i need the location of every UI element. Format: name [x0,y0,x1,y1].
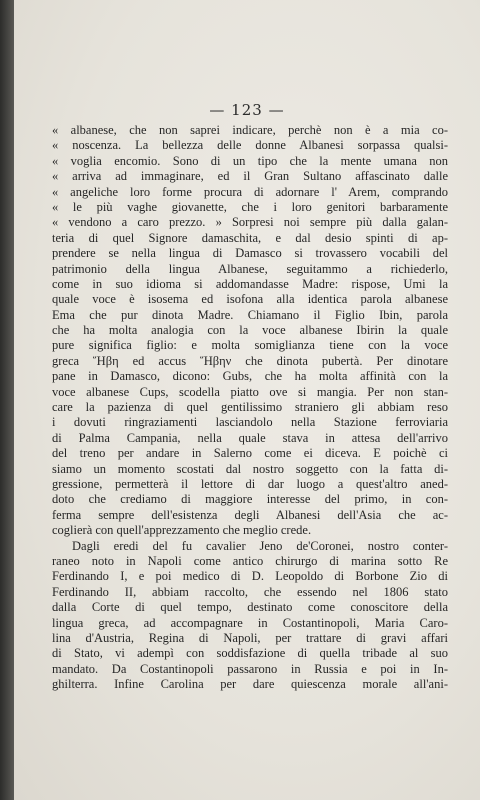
text-line: coglierà con quell'apprezzamento che meglio crede. [52,523,312,538]
text-line: come in suo idioma si addomandasse Madre: rispose, Umi la [52,276,448,291]
text-line: del treno per andare in Salerno come ei diceva. E poichè ci [52,446,448,461]
page-number: — 123 — [209,101,285,119]
text-line: « le più vaghe giovanette, che i loro genitori barbaramente [52,199,448,214]
text-line: lingua greca, ad accompagnare in Costantinopoli, Maria Caro- [52,615,448,630]
text-line: voce albanese Cups, scodella piatto ove si mangia. Per non stan- [52,384,448,399]
text-line: « vendono a caro prezzo. » Sorpresi noi sempre più dalla galan- [52,215,448,230]
text-line: doto che crediamo di maggiore interesse del primo, in con- [52,492,448,507]
text-line: « voglia encomio. Sono di un tipo che la mente umana non [52,153,448,168]
text-line: mandato. Da Costantinopoli passarono in Russia e poi in In- [52,661,448,676]
text-line: greca Ἥβη ed accus Ἥβην che dinota pubertà. Per dinotare [52,353,448,368]
text-line: che ha molta analogia con la voce albanese Ibirin la quale [52,323,448,338]
text-line: gressione, permetterà il lettore di dar luogo a quest'altro aned- [52,476,448,491]
body-text [52,123,448,692]
text-line: patrimonio della lingua Albanese, seguitammo a richiederlo, [52,261,448,276]
text-line: di Stato, vi adempì con soddisfazione di quella tribade al suo [52,646,448,661]
text-line: pure significa figlio: e molta somiglianza tiene con la voce [52,338,448,353]
text-line: Dagli eredi del fu cavalier Jeno de'Coronei, nostro conter- [72,538,448,553]
text-line: Ferdinando II, abbiam raccolto, che essendo nel 1806 stato [52,584,448,599]
text-line: i dovuti ringraziamenti lasciandolo nella Stazione ferroviaria [52,415,448,430]
text-line: « albanese, che non saprei indicare, perchè non è a mia co- [52,123,448,137]
text-line: ghilterra. Infine Carolina per dare quiescenza morale all'ani- [52,677,448,692]
book-page [14,0,480,800]
text-line: Ema che pur dinota Madre. Chiamano il Figlio Ibin, parola [52,307,448,322]
text-line: Ferdinando I, e poi medico di D. Leopoldo di Borbone Zio di [52,569,448,584]
text-line: siamo un momento scostati dal nostro soggetto con la fatta di- [52,461,448,476]
text-line: teria di quel Signore damaschita, e dal desio spinti di ap- [52,230,448,245]
text-line: « angeliche loro forme procura di adornare l' Arem, comprando [52,184,448,199]
page-edge-shadow [0,0,14,800]
text-line: quale voce è isosema ed isofona alla identica parola albanese [52,292,448,307]
text-line: « noscenza. La bellezza delle donne Albanesi sorpassa qualsi- [52,138,448,153]
text-line: ferma sempre dell'esistenza degli Albanesi dell'Asia che ac- [52,507,448,522]
text-line: lina d'Austria, Regina di Napoli, per trattare di gravi affari [52,630,448,645]
text-line: « arriva ad immaginare, ed il Gran Sultano affascinato dalle [52,169,448,184]
text-line: care la pazienza di quel gentilissimo straniero gli abbiam reso [52,400,448,415]
text-line: raneo noto in Napoli come antico chirurgo di marina sotto Re [52,553,448,568]
text-line: dalla Corte di quel tempo, destinato come conoscitore della [52,600,448,615]
text-line: pane in Damasco, dicono: Gubs, che ha molta affinità con la [52,369,448,384]
text-line: prendere se nella lingua di Damasco si trovassero vocabili del [52,246,448,261]
text-line: di Palma Campania, nella quale stava in attesa dell'arrivo [52,430,448,445]
